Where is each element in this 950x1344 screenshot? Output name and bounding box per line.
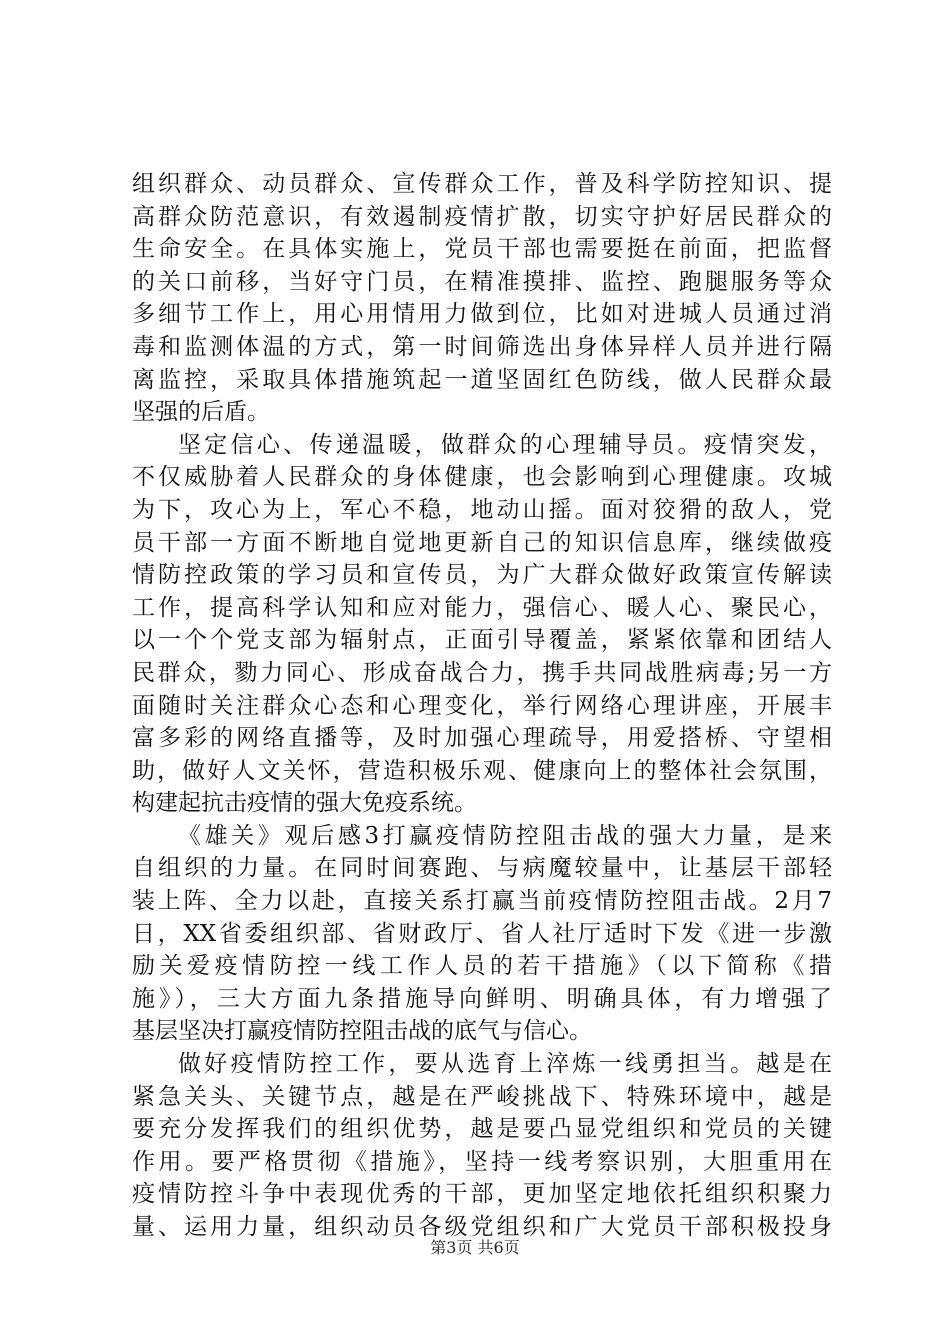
text-line: 坚定信心、传递温暖，做群众的心理辅导员。疫情突发， [178,431,832,458]
text-line: 情防控政策的学习员和宣传员，为广大群众做好政策宣传解读 [132,562,832,589]
text-line: 面随时关注群众心态和心理变化，举行网络心理讲座，开展丰 [132,692,832,719]
text-line: 离监控，采取具体措施筑起一道坚固红色防线，做人民群众最 [132,366,832,393]
text-line: 组织群众、动员群众、宣传群众工作，普及科学防控知识、提 [132,171,832,197]
text-line: 疫情防控斗争中表现优秀的干部，更加坚定地依托组织积聚力 [132,1181,832,1208]
text-line: 不仅威胁着人民群众的身体健康，也会影响到心理健康。攻城 [132,464,832,491]
text-line: 励关爱疫情防控一线工作人员的若干措施》（以下简称《措 [132,953,832,980]
text-line: 构建起抗击疫情的强大免疫系统。 [132,790,477,817]
text-line: 《雄关》观后感3打赢疫情防控阻击战的强大力量，是来 [178,822,832,849]
text-line: 生命安全。在具体实施上，党员干部也需要挺在前面，把监督 [132,236,832,263]
text-line: 做好疫情防控工作，要从选育上淬炼一线勇担当。越是在 [178,1051,832,1078]
text-line: 要充分发挥我们的组织优势，越是要凸显党组织和党员的关键 [132,1116,832,1143]
text-line: 多细节工作上，用心用情用力做到位，比如对进城人员通过消 [132,301,832,328]
page-number-footer: 第3页 共6页 [430,1238,520,1257]
text-line: 员干部一方面不断地自觉地更新自己的知识信息库，继续做疫 [132,529,832,556]
text-line: 作用。要严格贯彻《措施》，坚持一线考察识别，大胆重用在 [132,1148,832,1175]
text-line: 民群众，勠力同心、形成奋战合力，携手共同战胜病毒;另一方 [132,659,832,686]
text-line: 施》），三大方面九条措施导向鲜明、明确具体，有力增强了 [132,985,832,1012]
text-line: 的关口前移，当好守门员，在精准摸排、监控、跑腿服务等众 [132,268,832,295]
text-line: 助，做好人文关怀，营造积极乐观、健康向上的整体社会氛围， [132,757,832,784]
text-line: 坚强的后盾。 [132,399,270,426]
text-line: 高群众防范意识，有效遏制疫情扩散，切实守护好居民群众的 [132,203,832,230]
text-line: 紧急关头、关键节点，越是在严峻挑战下、特殊环境中，越是 [132,1083,832,1110]
text-line: 富多彩的网络直播等，及时加强心理疏导，用爱搭桥、守望相 [132,725,832,752]
text-line: 工作，提高科学认知和应对能力，强信心、暖人心、聚民心， [132,594,832,621]
text-line: 装上阵、全力以赴，直接关系打赢当前疫情防控阻击战。2月7 [132,888,832,915]
text-line: 量、运用力量，组织动员各级党组织和广大党员干部积极投身 [132,1214,832,1240]
text-line: 毒和监测体温的方式，第一时间筛选出身体异样人员并进行隔 [132,333,832,360]
text-line: 自组织的力量。在同时间赛跑、与病魔较量中，让基层干部轻 [132,855,832,882]
text-line: 基层坚决打赢疫情防控阻击战的底气与信心。 [132,1018,592,1045]
text-line: 日，XX省委组织部、省财政厅、省人社厅适时下发《进一步激 [132,920,832,947]
document-body [132,168,832,1244]
text-line: 为下，攻心为上，军心不稳，地动山摇。面对狡猾的敌人，党 [132,496,832,523]
text-line: 以一个个党支部为辐射点，正面引导覆盖，紧紧依靠和团结人 [132,627,832,654]
